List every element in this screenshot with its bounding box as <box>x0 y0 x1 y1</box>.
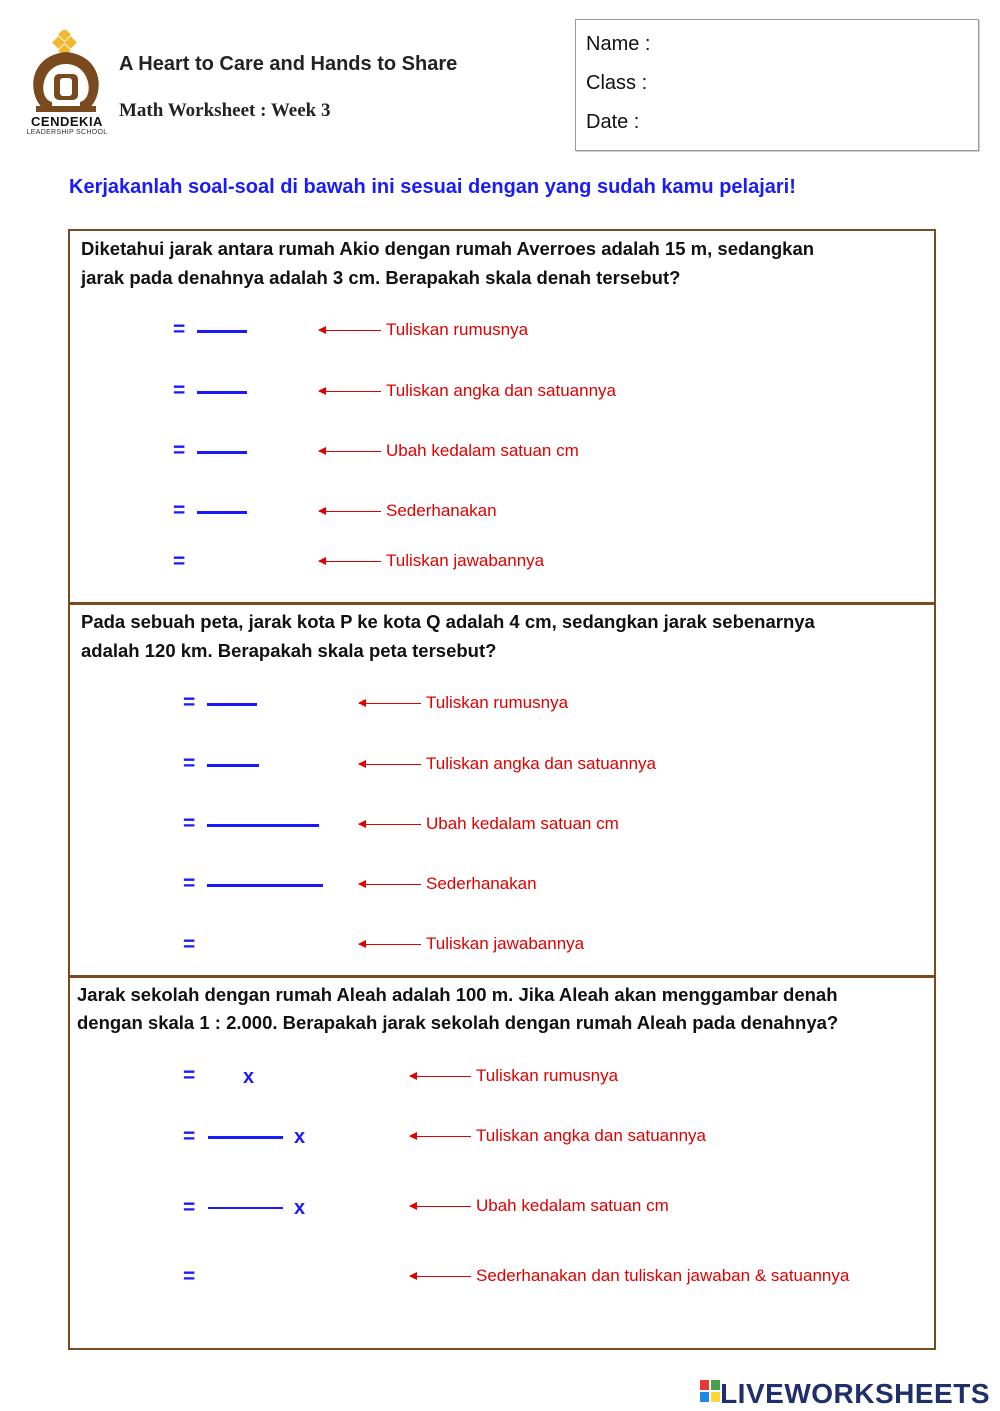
hint-arrow <box>319 330 381 331</box>
equals-sign: = <box>183 933 196 956</box>
fraction-bar[interactable] <box>208 1136 283 1139</box>
hint-text: Tuliskan jawabannya <box>426 934 585 953</box>
question-2-line-1: Pada sebuah peta, jarak kota P ke kota Q adalah 4 cm, sedangkan jarak sebenarnya <box>81 611 815 632</box>
question-1-line-2: jarak pada denahnya adalah 3 cm. Berapakah skala denah tersebut? <box>81 267 681 288</box>
hint-arrow <box>359 824 421 825</box>
worksheet-title: Math Worksheet : Week 3 <box>119 100 331 121</box>
hint-arrow <box>359 764 421 765</box>
school-subtitle: LEADERSHIP SCHOOL <box>26 129 108 136</box>
fraction-bar[interactable] <box>197 451 247 454</box>
hint-arrow <box>410 1206 471 1207</box>
fraction-bar[interactable] <box>207 824 319 827</box>
fraction-bar[interactable] <box>197 391 247 394</box>
hint-arrow <box>319 561 381 562</box>
hint-text: Ubah kedalam satuan cm <box>476 1196 669 1215</box>
fraction-bar[interactable] <box>207 884 323 887</box>
equals-sign: = <box>183 872 196 895</box>
question-2-line-2: adalah 120 km. Berapakah skala peta tersebut? <box>81 640 497 661</box>
equals-sign: = <box>183 1196 196 1219</box>
equals-sign: = <box>183 1064 196 1087</box>
liveworksheets-icon <box>700 1380 720 1402</box>
hint-arrow <box>319 451 381 452</box>
hint-arrow <box>410 1276 471 1277</box>
hint-text: Tuliskan angka dan satuannya <box>426 754 656 773</box>
question-3-line-2: dengan skala 1 : 2.000. Berapakah jarak sekolah dengan rumah Aleah pada denahnya? <box>77 1012 839 1033</box>
hint-arrow <box>410 1076 471 1077</box>
school-motto: A Heart to Care and Hands to Share <box>119 53 458 75</box>
multiply-sign: x <box>294 1197 306 1219</box>
equals-sign: = <box>183 812 196 835</box>
fraction-bar[interactable] <box>197 330 247 333</box>
hint-text: Ubah kedalam satuan cm <box>426 814 619 833</box>
fraction-bar[interactable] <box>208 1207 283 1209</box>
hint-text: Tuliskan rumusnya <box>476 1066 619 1085</box>
equals-sign: = <box>183 691 196 714</box>
fraction-bar[interactable] <box>197 511 247 514</box>
hint-text: Sederhanakan dan tuliskan jawaban & satuannya <box>476 1266 850 1285</box>
hint-text: Tuliskan angka dan satuannya <box>476 1126 706 1145</box>
equals-sign: = <box>173 499 186 522</box>
liveworksheets-brand[interactable]: LIVEWORKSHEETS <box>720 1378 990 1409</box>
fraction-bar[interactable] <box>207 764 259 767</box>
name-field[interactable]: Name : <box>586 33 651 55</box>
class-field[interactable]: Class : <box>586 72 648 94</box>
hint-arrow <box>359 944 421 945</box>
hint-text: Sederhanakan <box>386 501 497 520</box>
hint-arrow <box>359 703 421 704</box>
hint-text: Tuliskan angka dan satuannya <box>386 381 616 400</box>
hint-text: Tuliskan rumusnya <box>426 693 569 712</box>
multiply-sign: x <box>243 1066 255 1088</box>
fraction-bar[interactable] <box>207 703 257 706</box>
question-3-line-1: Jarak sekolah dengan rumah Aleah adalah 100 m. Jika Aleah akan menggambar denah <box>77 984 838 1005</box>
hint-arrow <box>319 511 381 512</box>
equals-sign: = <box>173 318 186 341</box>
multiply-sign: x <box>294 1126 306 1148</box>
equals-sign: = <box>183 1125 196 1148</box>
hint-text: Ubah kedalam satuan cm <box>386 441 579 460</box>
question-1-line-1: Diketahui jarak antara rumah Akio dengan rumah Averroes adalah 15 m, sedangkan <box>81 238 815 259</box>
hint-arrow <box>359 884 421 885</box>
date-field[interactable]: Date : <box>586 111 640 133</box>
hint-arrow <box>410 1136 471 1137</box>
hint-text: Tuliskan rumusnya <box>386 320 529 339</box>
equals-sign: = <box>173 439 186 462</box>
equals-sign: = <box>173 379 186 402</box>
equals-sign: = <box>183 752 196 775</box>
hint-arrow <box>319 391 381 392</box>
hint-text: Tuliskan jawabannya <box>386 551 545 570</box>
school-name: CENDEKIA <box>31 114 103 129</box>
instruction: Kerjakanlah soal-soal di bawah ini sesuai dengan yang sudah kamu pelajari! <box>69 176 796 198</box>
hint-text: Sederhanakan <box>426 874 537 893</box>
equals-sign: = <box>183 1265 196 1288</box>
equals-sign: = <box>173 550 186 573</box>
